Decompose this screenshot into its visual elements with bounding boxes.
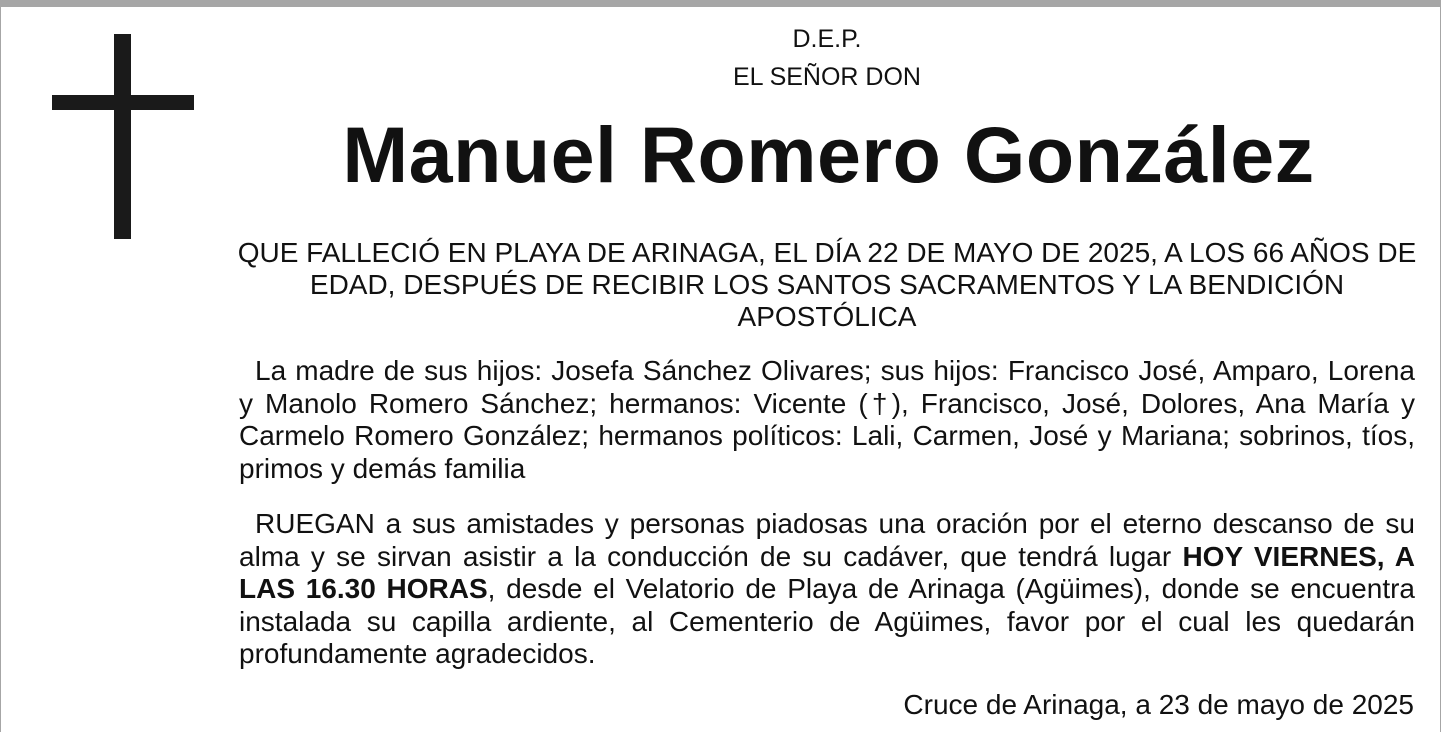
ruegan-paragraph <box>239 508 1415 671</box>
ruegan-text-before: RUEGAN a sus amistades y personas piadosas una oración por el eterno descanso de su alma y se sirvan asistir a la conducción de su cadáver, que tendrá lugar <box>239 508 1415 572</box>
cross-vertical-bar <box>114 34 131 239</box>
ruegan-text-after: , desde el Velatorio de Playa de Arinaga (Agüimes), donde se encuentra instalada su capilla ardiente, al Cementerio de Agüimes, favor por el cual les quedarán profundamente agradecidos. <box>239 573 1415 669</box>
ruegan-time-bold: HOY VIERNES, A LAS 16.30 HORAS <box>239 540 1415 604</box>
family-paragraph <box>239 355 1415 485</box>
latin-cross-icon <box>52 34 194 239</box>
death-notice-text: QUE FALLECIÓ EN PLAYA DE ARINAGA, EL DÍA 22 DE MAYO DE 2025, A LOS 66 AÑOS DE EDAD, DESPUÉS DE RECIBIR LOS SANTOS SACRAMENTOS Y LA BENDICIÓN APOSTÓLICA <box>237 237 1417 332</box>
family-text: La madre de sus hijos: Josefa Sánchez Olivares; sus hijos: Francisco José, Amparo, Lorena y Manolo Romero Sánchez; hermanos: Vicente (†), Francisco, José, Dolores, Ana María y Carmelo Romero González; hermanos políticos: Lali, Carmen, José y Mariana; sobrinos, tíos, primos y demás familia <box>239 355 1415 484</box>
deceased-name: Manuel Romero González <box>342 110 1315 199</box>
dep-heading: D.E.P. <box>792 25 862 53</box>
senor-don-heading: EL SEÑOR DON <box>732 63 921 91</box>
cross-horizontal-bar <box>52 95 194 110</box>
place-date-line: Cruce de Arinaga, a 23 de mayo de 2025 <box>903 689 1414 720</box>
